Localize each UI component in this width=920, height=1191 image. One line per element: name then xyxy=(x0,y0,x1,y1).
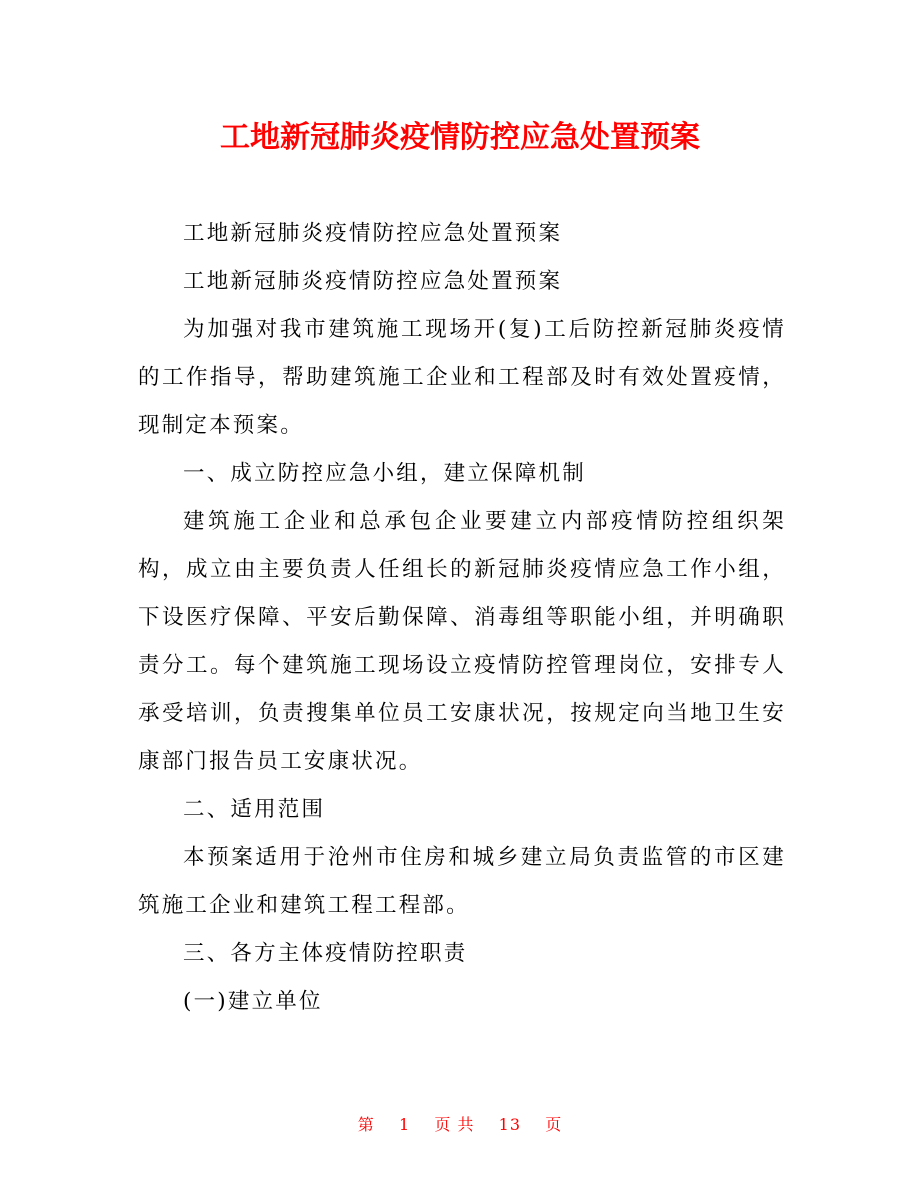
section-heading: 三、各方主体疫情防控职责 xyxy=(183,941,468,966)
paragraph: 为加强对我市建筑施工现场开(复)工后防控新冠肺炎疫情的工作指导，帮助建筑施工企业和工程部及时有效处置疫情，现制定本预案。 xyxy=(138,317,786,438)
footer-current-page: 1 xyxy=(398,1115,411,1134)
document-title: 工地新冠肺炎疫情防控应急处置预案 xyxy=(220,120,700,155)
document-body xyxy=(138,210,786,1026)
page-footer xyxy=(0,1110,920,1140)
paragraph: 工地新冠肺炎疫情防控应急处置预案 xyxy=(183,221,563,246)
section-heading: 一、成立防控应急小组，建立保障机制 xyxy=(183,461,586,486)
footer-total-pages: 13 xyxy=(498,1115,521,1134)
subsection-heading: (一)建立单位 xyxy=(183,989,323,1014)
footer-middle: 页 共 xyxy=(434,1115,475,1134)
paragraph: 工地新冠肺炎疫情防控应急处置预案 xyxy=(183,269,563,294)
footer-prefix: 第 xyxy=(357,1115,375,1134)
paragraph: 本预案适用于沧州市住房和城乡建立局负责监管的市区建筑施工企业和建筑工程工程部。 xyxy=(138,845,786,918)
section-heading: 二、适用范围 xyxy=(183,797,326,822)
footer-suffix: 页 xyxy=(545,1115,563,1134)
paragraph: 建筑施工企业和总承包企业要建立内部疫情防控组织架构，成立由主要负责人任组长的新冠肺炎疫情应急工作小组，下设医疗保障、平安后勤保障、消毒组等职能小组，并明确职责分工。每个建筑施工现场设立疫情防控管理岗位，安排专人承受培训，负责搜集单位员工安康状况，按规定向当地卫生安康部门报告员工安康状况。 xyxy=(138,509,786,774)
